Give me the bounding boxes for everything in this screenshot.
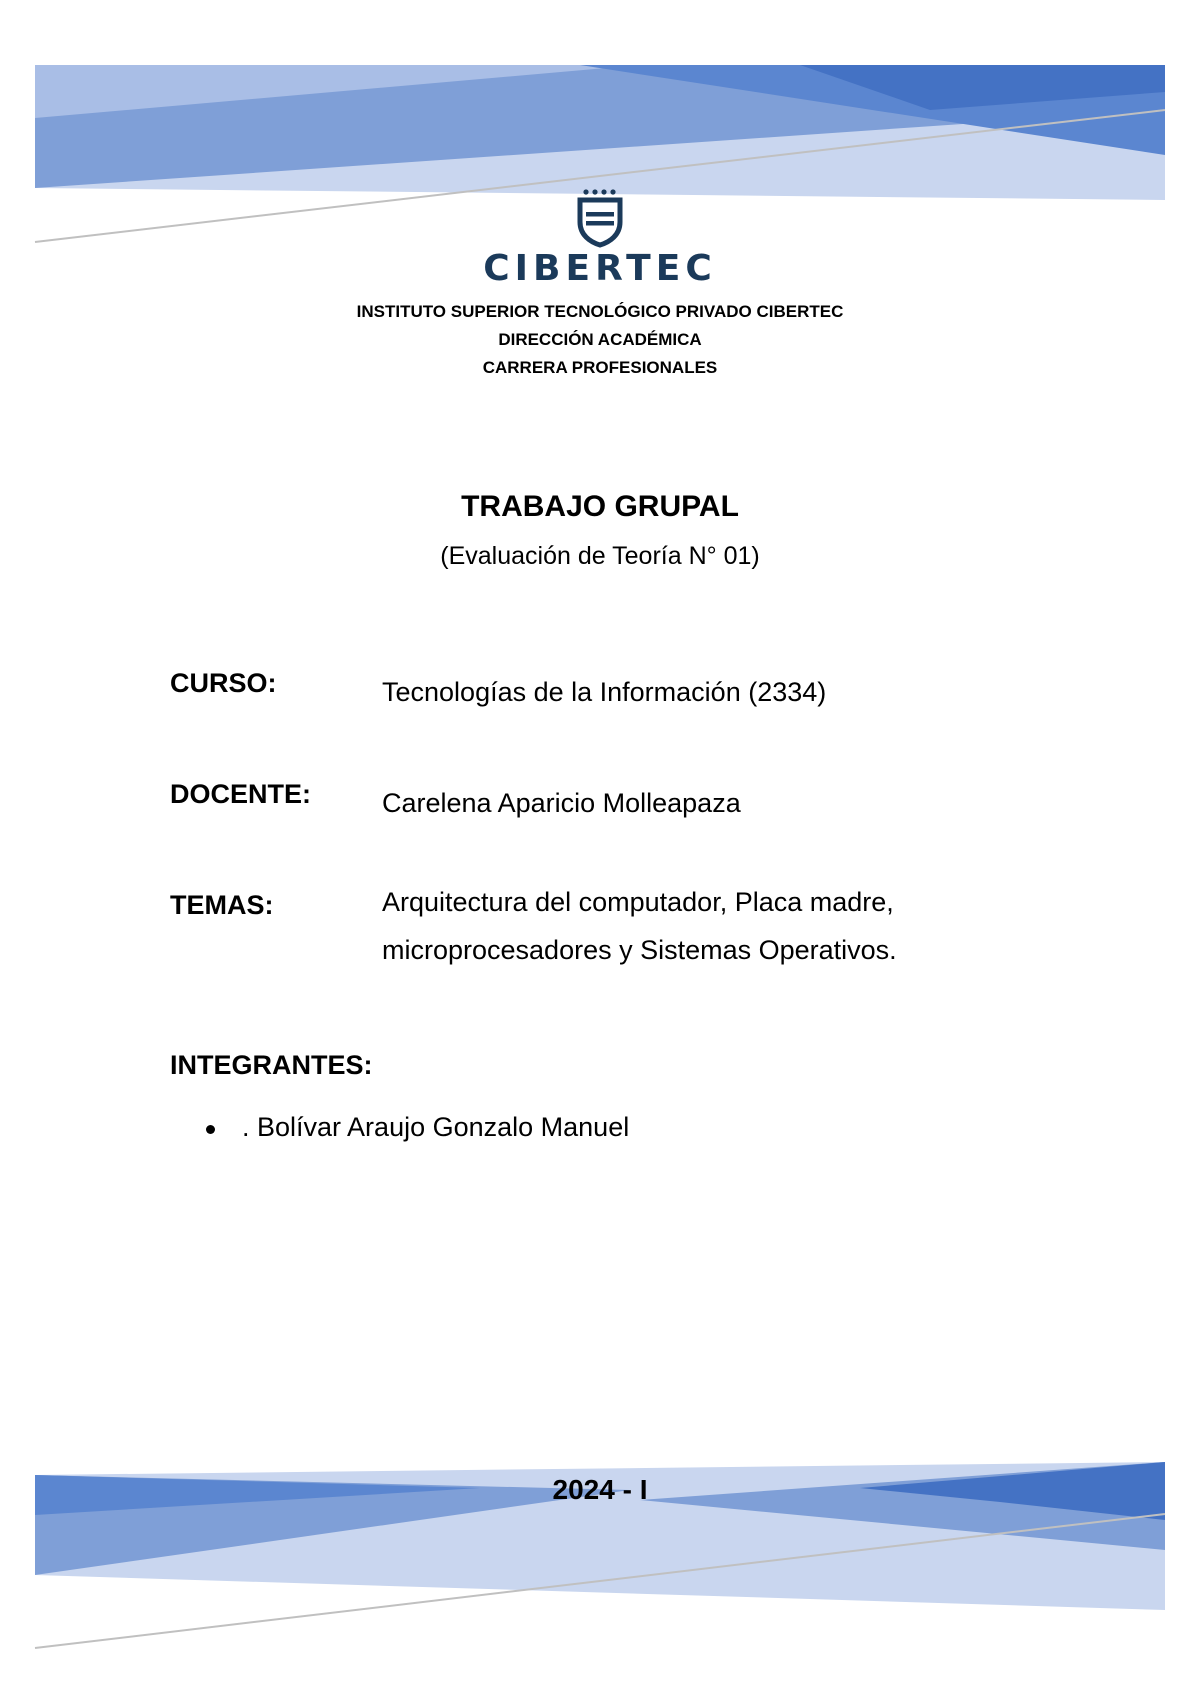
course-label: CURSO: <box>170 668 277 698</box>
cibertec-logo <box>0 188 1200 253</box>
academic-period: 2024 - I <box>552 1474 648 1505</box>
members-label: INTEGRANTES: <box>170 1050 373 1080</box>
shield-crest-icon <box>574 188 626 248</box>
bullet-icon <box>206 1125 215 1134</box>
teacher-value: Carelena Aparicio Molleapaza <box>382 788 741 818</box>
career-line: CARRERA PROFESIONALES <box>482 358 718 377</box>
course-value: Tecnologías de la Información (2334) <box>382 677 827 707</box>
members-list <box>170 1112 629 1143</box>
document-subtitle: (Evaluación de Teoría N° 01) <box>440 542 760 570</box>
list-item <box>170 1112 629 1143</box>
document-title: TRABAJO GRUPAL <box>461 490 739 523</box>
teacher-label: DOCENTE: <box>170 779 311 809</box>
member-name: . Bolívar Araujo Gonzalo Manuel <box>242 1112 630 1142</box>
topics-label: TEMAS: <box>170 890 274 920</box>
brand-name: CIBERTEC <box>483 248 717 289</box>
institute-name: INSTITUTO SUPERIOR TECNOLÓGICO PRIVADO CIBERTEC <box>356 302 844 321</box>
academic-direction: DIRECCIÓN ACADÉMICA <box>498 330 702 349</box>
topics-value: Arquitectura del computador, Placa madre, microprocesadores y Sistemas Operativos. <box>382 887 897 965</box>
